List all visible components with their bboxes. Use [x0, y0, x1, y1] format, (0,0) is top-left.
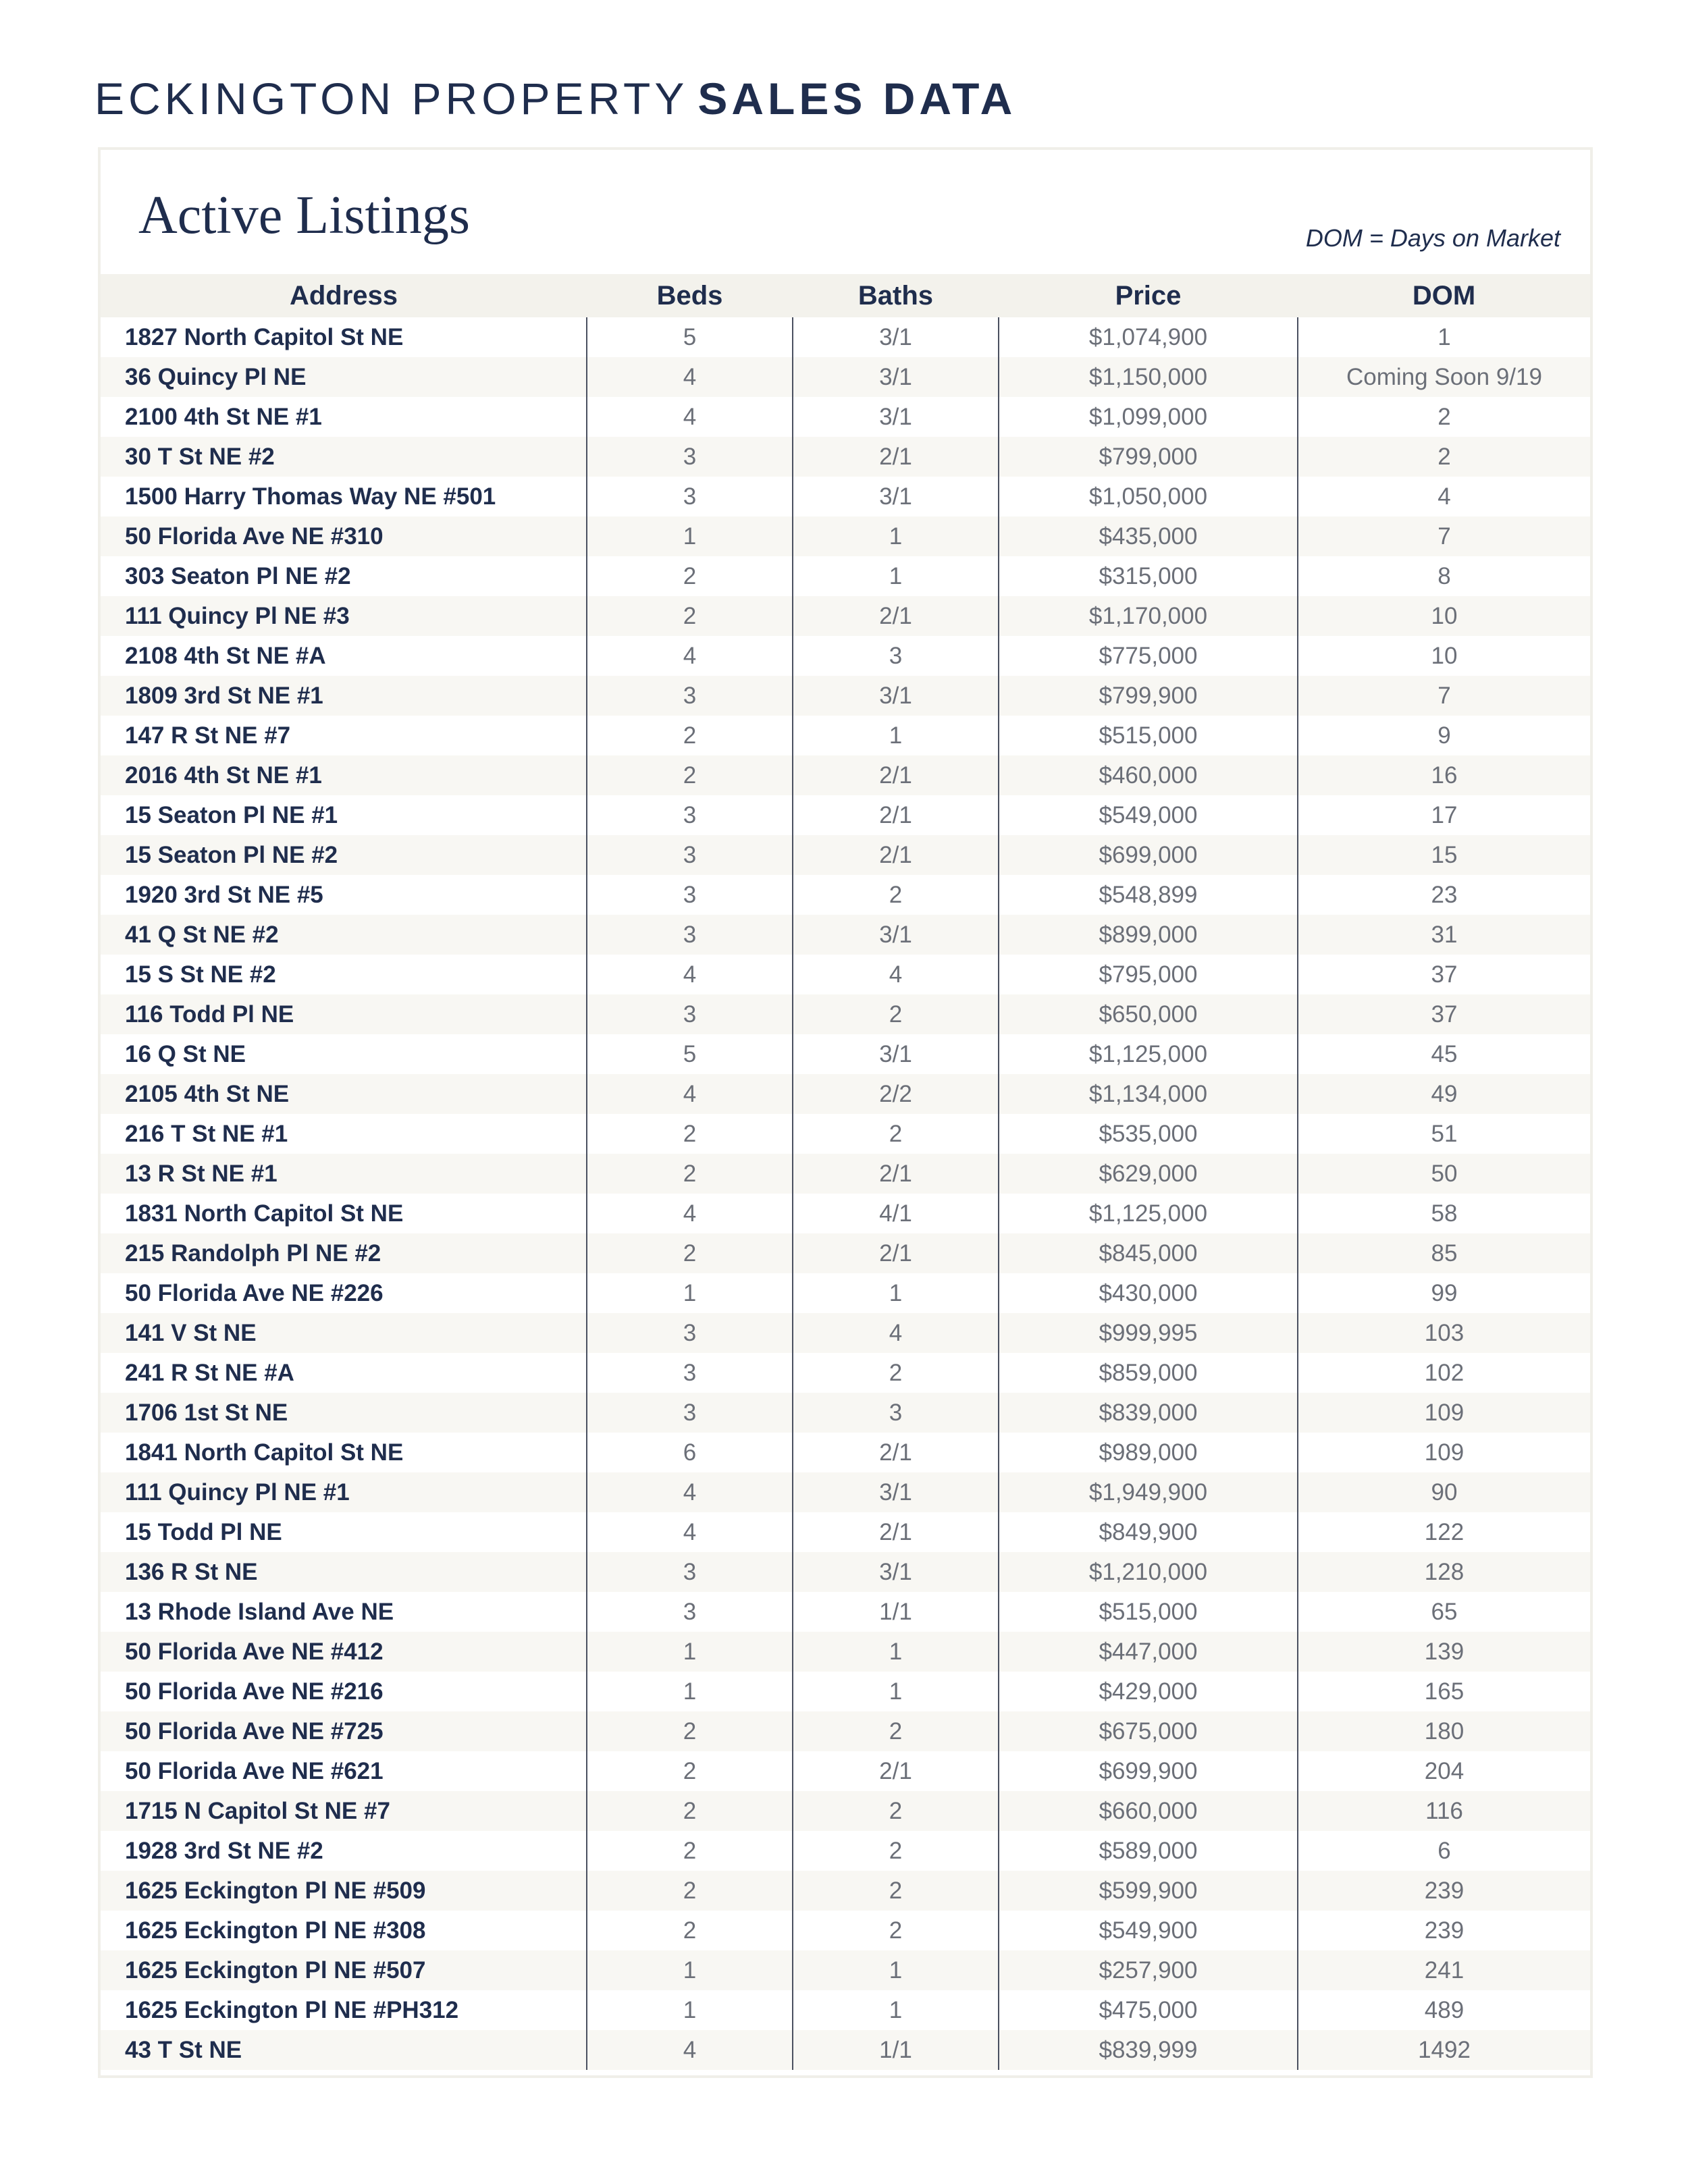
cell-address: 15 Seaton Pl NE #2: [101, 835, 587, 875]
cell-price: $548,899: [999, 875, 1298, 915]
cell-dom: 1: [1298, 317, 1590, 357]
cell-dom: 15: [1298, 835, 1590, 875]
cell-dom: 204: [1298, 1751, 1590, 1791]
table-row: [101, 1472, 1590, 1512]
cell-dom: 10: [1298, 596, 1590, 636]
cell-price: $899,000: [999, 915, 1298, 955]
cell-address: 13 Rhode Island Ave NE: [125, 1598, 394, 1625]
cell-price: $629,000: [999, 1154, 1298, 1194]
cell-baths: 2/1: [793, 1433, 999, 1472]
cell-dom: 51: [1298, 1114, 1590, 1154]
cell-dom: 489: [1298, 1990, 1590, 2030]
table-row: [101, 1831, 1590, 1871]
cell-address: 41 Q St NE #2: [101, 915, 587, 955]
cell-baths: 3/1: [793, 477, 999, 516]
cell-baths: 3/1: [793, 397, 999, 437]
cell-dom: 58: [1298, 1194, 1590, 1233]
cell-address: 15 Seaton Pl NE #1: [125, 801, 338, 828]
cell-beds: 1: [587, 1632, 793, 1672]
cell-price: $1,949,900: [999, 1472, 1298, 1512]
cell-address: 1625 Eckington Pl NE #507: [101, 1950, 587, 1990]
cell-beds: 2: [587, 755, 793, 795]
cell-beds: 3: [587, 795, 793, 835]
table-row: [101, 636, 1590, 676]
table-row: [101, 1034, 1590, 1074]
cell-dom: 239: [1298, 1911, 1590, 1950]
cell-baths: 1: [793, 556, 999, 596]
cell-beds: 2: [587, 1911, 793, 1950]
cell-baths: 1/1: [793, 2030, 999, 2070]
cell-dom: 1492: [1298, 2030, 1590, 2070]
table-row: [101, 1871, 1590, 1911]
cell-baths: 1: [793, 1950, 999, 1990]
cell-baths: 3/1: [793, 1472, 999, 1512]
cell-dom: 37: [1298, 955, 1590, 994]
cell-dom: 2: [1298, 437, 1590, 477]
column-header-beds: Beds: [587, 274, 793, 317]
table-row: [101, 835, 1590, 875]
cell-baths: 2/1: [793, 1233, 999, 1273]
cell-price: $795,000: [999, 955, 1298, 994]
cell-beds: 4: [587, 955, 793, 994]
cell-dom: 10: [1298, 636, 1590, 676]
cell-baths: 3: [793, 1393, 999, 1433]
table-row: [101, 716, 1590, 755]
cell-dom: 50: [1298, 1154, 1590, 1194]
cell-beds: 2: [587, 596, 793, 636]
table-row: [101, 1194, 1590, 1233]
cell-address: 2016 4th St NE #1: [101, 755, 587, 795]
cell-price: $675,000: [999, 1711, 1298, 1751]
cell-baths: 3/1: [793, 1552, 999, 1592]
table-row: [101, 875, 1590, 915]
table-row: [101, 556, 1590, 596]
table-row: [101, 1074, 1590, 1114]
cell-price: $1,134,000: [999, 1074, 1298, 1114]
cell-dom: 49: [1298, 1074, 1590, 1114]
cell-dom: 122: [1298, 1512, 1590, 1552]
cell-beds: 2: [587, 1831, 793, 1871]
cell-beds: 3: [587, 1313, 793, 1353]
cell-baths: 4: [793, 1313, 999, 1353]
cell-address: 2100 4th St NE #1: [125, 403, 322, 430]
cell-baths: 3: [793, 636, 999, 676]
cell-dom: 16: [1298, 755, 1590, 795]
cell-price: $315,000: [999, 556, 1298, 596]
cell-dom: 6: [1298, 1831, 1590, 1871]
cell-beds: 2: [587, 1233, 793, 1273]
cell-price: $845,000: [999, 1233, 1298, 1273]
cell-dom: Coming Soon 9/19: [1298, 357, 1590, 397]
cell-price: $1,150,000: [999, 357, 1298, 397]
cell-beds: 4: [587, 636, 793, 676]
cell-address: 1625 Eckington Pl NE #308: [125, 1917, 426, 1944]
table-row: [101, 1353, 1590, 1393]
cell-price: $859,000: [999, 1353, 1298, 1393]
cell-beds: 5: [587, 317, 793, 357]
table-row: [101, 477, 1590, 516]
table-row: [101, 1950, 1590, 1990]
cell-address: 1715 N Capitol St NE #7: [101, 1791, 587, 1831]
cell-baths: 2/1: [793, 795, 999, 835]
table-row: [101, 516, 1590, 556]
cell-baths: 1: [793, 1273, 999, 1313]
cell-address: 147 R St NE #7: [125, 722, 291, 749]
cell-price: $1,125,000: [999, 1034, 1298, 1074]
cell-address: 111 Quincy Pl NE #1: [101, 1472, 587, 1512]
cell-beds: 4: [587, 357, 793, 397]
cell-address: 1928 3rd St NE #2: [125, 1837, 323, 1864]
cell-price: $799,000: [999, 437, 1298, 477]
cell-price: $1,099,000: [999, 397, 1298, 437]
table-row: [101, 1632, 1590, 1672]
cell-beds: 3: [587, 835, 793, 875]
table-row: [101, 676, 1590, 716]
cell-baths: 2: [793, 1831, 999, 1871]
cell-beds: 1: [587, 1950, 793, 1990]
cell-baths: 2: [793, 1114, 999, 1154]
cell-baths: 2/1: [793, 596, 999, 636]
cell-beds: 3: [587, 915, 793, 955]
table-row: [101, 1114, 1590, 1154]
cell-baths: 1: [793, 1990, 999, 2030]
cell-beds: 2: [587, 1154, 793, 1194]
cell-beds: 3: [587, 1353, 793, 1393]
table-row: [101, 994, 1590, 1034]
table-row: [101, 955, 1590, 994]
page-title: [95, 73, 1016, 124]
cell-price: $1,050,000: [999, 477, 1298, 516]
cell-beds: 1: [587, 1990, 793, 2030]
cell-price: $699,900: [999, 1751, 1298, 1791]
cell-address: 1706 1st St NE: [101, 1393, 587, 1433]
cell-baths: 1: [793, 1632, 999, 1672]
cell-address: 1831 North Capitol St NE: [125, 1200, 404, 1227]
cell-dom: 7: [1298, 676, 1590, 716]
cell-price: $799,900: [999, 676, 1298, 716]
cell-price: $549,900: [999, 1911, 1298, 1950]
cell-address: 136 R St NE: [101, 1552, 587, 1592]
cell-beds: 2: [587, 1751, 793, 1791]
cell-dom: 17: [1298, 795, 1590, 835]
cell-price: $699,000: [999, 835, 1298, 875]
column-header-address: Address: [101, 274, 587, 317]
cell-address: 16 Q St NE: [125, 1040, 246, 1067]
cell-beds: 4: [587, 1472, 793, 1512]
listings-table: [101, 274, 1590, 2070]
cell-dom: 116: [1298, 1791, 1590, 1831]
cell-beds: 3: [587, 1552, 793, 1592]
cell-baths: 2/1: [793, 437, 999, 477]
table-row: [101, 1592, 1590, 1632]
cell-address: 15 Todd Pl NE: [125, 1518, 282, 1545]
cell-price: $460,000: [999, 755, 1298, 795]
cell-price: $999,995: [999, 1313, 1298, 1353]
cell-dom: 241: [1298, 1950, 1590, 1990]
table-row: [101, 1433, 1590, 1472]
cell-dom: 4: [1298, 477, 1590, 516]
cell-dom: 180: [1298, 1711, 1590, 1751]
table-row: [101, 1313, 1590, 1353]
table-row: [101, 317, 1590, 357]
table-row: [101, 1273, 1590, 1313]
cell-baths: 2: [793, 1711, 999, 1751]
table-row: [101, 1751, 1590, 1791]
cell-beds: 1: [587, 516, 793, 556]
table-row: [101, 1233, 1590, 1273]
cell-address: 215 Randolph Pl NE #2: [101, 1233, 587, 1273]
table-row: [101, 795, 1590, 835]
cell-price: $1,074,900: [999, 317, 1298, 357]
cell-baths: 2: [793, 1353, 999, 1393]
cell-price: $650,000: [999, 994, 1298, 1034]
cell-baths: 2: [793, 1791, 999, 1831]
cell-dom: 85: [1298, 1233, 1590, 1273]
column-header-dom: DOM: [1298, 274, 1590, 317]
cell-baths: 1: [793, 516, 999, 556]
table-row: [101, 2030, 1590, 2070]
cell-baths: 3/1: [793, 317, 999, 357]
cell-address: 1500 Harry Thomas Way NE #501: [125, 483, 496, 510]
cell-address: 1920 3rd St NE #5: [125, 881, 323, 908]
cell-address: 50 Florida Ave NE #621: [125, 1757, 384, 1784]
cell-address: 2108 4th St NE #A: [125, 642, 326, 669]
cell-price: $660,000: [999, 1791, 1298, 1831]
table-row: [101, 1552, 1590, 1592]
cell-beds: 3: [587, 994, 793, 1034]
cell-price: $515,000: [999, 716, 1298, 755]
cell-price: $839,999: [999, 2030, 1298, 2070]
cell-dom: 8: [1298, 556, 1590, 596]
table-row: [101, 755, 1590, 795]
cell-price: $447,000: [999, 1632, 1298, 1672]
cell-price: $1,125,000: [999, 1194, 1298, 1233]
cell-baths: 1: [793, 1672, 999, 1711]
cell-beds: 2: [587, 1791, 793, 1831]
cell-baths: 4/1: [793, 1194, 999, 1233]
table-header-row: [101, 274, 1590, 317]
table-row: [101, 1512, 1590, 1552]
cell-dom: 23: [1298, 875, 1590, 915]
cell-dom: 103: [1298, 1313, 1590, 1353]
cell-price: $989,000: [999, 1433, 1298, 1472]
table-row: [101, 397, 1590, 437]
cell-price: $1,210,000: [999, 1552, 1298, 1592]
table-row: [101, 357, 1590, 397]
table-row: [101, 1711, 1590, 1751]
column-header-baths: Baths: [793, 274, 999, 317]
cell-address: 2105 4th St NE: [101, 1074, 587, 1114]
cell-dom: 90: [1298, 1472, 1590, 1512]
cell-beds: 3: [587, 1393, 793, 1433]
cell-beds: 3: [587, 477, 793, 516]
cell-dom: 239: [1298, 1871, 1590, 1911]
cell-dom: 109: [1298, 1393, 1590, 1433]
cell-baths: 3/1: [793, 1034, 999, 1074]
cell-baths: 4: [793, 955, 999, 994]
cell-address: 241 R St NE #A: [125, 1359, 294, 1386]
cell-price: $775,000: [999, 636, 1298, 676]
cell-address: 1809 3rd St NE #1: [101, 676, 587, 716]
page-title-bold: SALES DATA: [697, 74, 1017, 124]
cell-beds: 4: [587, 1074, 793, 1114]
table-row: [101, 1672, 1590, 1711]
cell-beds: 2: [587, 1871, 793, 1911]
table-row: [101, 437, 1590, 477]
cell-beds: 4: [587, 2030, 793, 2070]
cell-address: 50 Florida Ave NE #216: [125, 1678, 384, 1705]
cell-beds: 1: [587, 1273, 793, 1313]
cell-address: 141 V St NE: [101, 1313, 587, 1353]
cell-baths: 2: [793, 1871, 999, 1911]
cell-address: 15 S St NE #2: [125, 961, 276, 988]
cell-price: $849,900: [999, 1512, 1298, 1552]
cell-price: $475,000: [999, 1990, 1298, 2030]
cell-price: $257,900: [999, 1950, 1298, 1990]
cell-baths: 2/1: [793, 1512, 999, 1552]
cell-address: 50 Florida Ave NE #310: [101, 516, 587, 556]
cell-dom: 99: [1298, 1273, 1590, 1313]
cell-baths: 1/1: [793, 1592, 999, 1632]
cell-address: 216 T St NE #1: [125, 1120, 288, 1147]
cell-beds: 3: [587, 676, 793, 716]
cell-beds: 5: [587, 1034, 793, 1074]
cell-beds: 2: [587, 1114, 793, 1154]
cell-dom: 139: [1298, 1632, 1590, 1672]
cell-address: 1625 Eckington Pl NE #PH312: [125, 1996, 459, 2023]
cell-price: $1,170,000: [999, 596, 1298, 636]
cell-price: $535,000: [999, 1114, 1298, 1154]
cell-address: 303 Seaton Pl NE #2: [125, 562, 351, 589]
cell-address: 30 T St NE #2: [101, 437, 587, 477]
cell-baths: 2/1: [793, 1154, 999, 1194]
cell-beds: 4: [587, 397, 793, 437]
cell-address: 1827 North Capitol St NE: [125, 323, 404, 350]
cell-baths: 3/1: [793, 676, 999, 716]
cell-beds: 4: [587, 1512, 793, 1552]
cell-dom: 7: [1298, 516, 1590, 556]
cell-price: $589,000: [999, 1831, 1298, 1871]
cell-price: $515,000: [999, 1592, 1298, 1632]
cell-beds: 6: [587, 1433, 793, 1472]
cell-price: $430,000: [999, 1273, 1298, 1313]
cell-address: 116 Todd Pl NE: [101, 994, 587, 1034]
cell-dom: 31: [1298, 915, 1590, 955]
column-header-price: Price: [999, 274, 1298, 317]
cell-address: 1841 North Capitol St NE: [125, 1439, 404, 1466]
section-title: Active Listings: [138, 186, 471, 245]
cell-dom: 128: [1298, 1552, 1590, 1592]
cell-address: 13 R St NE #1: [101, 1154, 587, 1194]
table-row: [101, 1911, 1590, 1950]
cell-price: $435,000: [999, 516, 1298, 556]
cell-baths: 2: [793, 875, 999, 915]
listings-card: [98, 147, 1593, 2078]
cell-price: $549,000: [999, 795, 1298, 835]
cell-beds: 4: [587, 1194, 793, 1233]
cell-baths: 3/1: [793, 915, 999, 955]
cell-price: $599,900: [999, 1871, 1298, 1911]
cell-address: 50 Florida Ave NE #725: [101, 1711, 587, 1751]
table-row: [101, 915, 1590, 955]
table-body: [101, 317, 1590, 2070]
cell-beds: 3: [587, 1592, 793, 1632]
cell-baths: 2/1: [793, 755, 999, 795]
table-row: [101, 596, 1590, 636]
cell-price: $429,000: [999, 1672, 1298, 1711]
cell-dom: 102: [1298, 1353, 1590, 1393]
cell-dom: 2: [1298, 397, 1590, 437]
cell-dom: 65: [1298, 1592, 1590, 1632]
table-row: [101, 1154, 1590, 1194]
cell-beds: 1: [587, 1672, 793, 1711]
cell-baths: 2: [793, 1911, 999, 1950]
cell-address: 50 Florida Ave NE #226: [125, 1279, 384, 1306]
cell-baths: 2/1: [793, 1751, 999, 1791]
page-title-light: ECKINGTON PROPERTY: [95, 74, 689, 124]
cell-price: $839,000: [999, 1393, 1298, 1433]
cell-baths: 2/1: [793, 835, 999, 875]
cell-dom: 109: [1298, 1433, 1590, 1472]
cell-baths: 2/2: [793, 1074, 999, 1114]
cell-dom: 165: [1298, 1672, 1590, 1711]
cell-dom: 9: [1298, 716, 1590, 755]
cell-address: 43 T St NE: [101, 2030, 587, 2070]
cell-beds: 3: [587, 875, 793, 915]
table-row: [101, 1990, 1590, 2030]
cell-beds: 3: [587, 437, 793, 477]
cell-address: 111 Quincy Pl NE #3: [101, 596, 587, 636]
cell-address: 36 Quincy Pl NE: [101, 357, 587, 397]
cell-dom: 45: [1298, 1034, 1590, 1074]
cell-baths: 3/1: [793, 357, 999, 397]
cell-address: 1625 Eckington Pl NE #509: [101, 1871, 587, 1911]
cell-baths: 2: [793, 994, 999, 1034]
cell-baths: 1: [793, 716, 999, 755]
cell-dom: 37: [1298, 994, 1590, 1034]
cell-beds: 2: [587, 556, 793, 596]
table-row: [101, 1791, 1590, 1831]
table-row: [101, 1393, 1590, 1433]
cell-beds: 2: [587, 716, 793, 755]
cell-beds: 2: [587, 1711, 793, 1751]
cell-address: 50 Florida Ave NE #412: [101, 1632, 587, 1672]
dom-legend-note: DOM = Days on Market: [1305, 224, 1560, 252]
